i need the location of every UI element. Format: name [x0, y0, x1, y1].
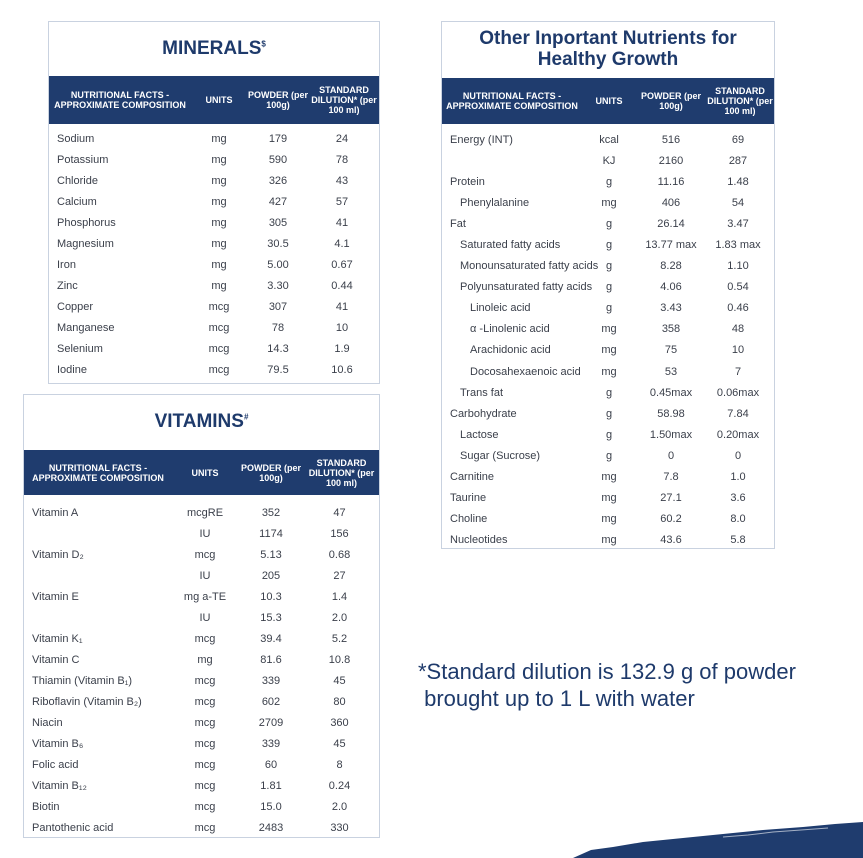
unit-cell: mg: [601, 513, 617, 526]
table-row: [442, 256, 774, 277]
table-row: [49, 338, 379, 359]
table-row: [49, 233, 379, 254]
table-row: [442, 340, 774, 361]
dilution-value: 1.0: [730, 471, 746, 484]
table-row: [24, 691, 379, 712]
nutrient-name: Vitamin K₁: [32, 632, 83, 645]
powder-value: 1174: [259, 527, 283, 540]
nutrient-name: Lactose: [460, 428, 499, 441]
nutrient-name: Sugar (Sucrose): [460, 449, 541, 462]
powder-value: 602: [261, 695, 281, 708]
dilution-value: 41: [335, 216, 349, 229]
nutrient-name: Vitamin C: [32, 653, 80, 666]
minerals-title-sup: $: [261, 39, 266, 49]
dilution-value: 10: [731, 344, 745, 357]
nutrient-name: Carnitine: [450, 471, 495, 484]
other-nutrients-table: [441, 21, 775, 549]
table-row: [442, 298, 774, 319]
nutrient-name: Manganese: [57, 321, 115, 334]
header-composition: NUTRITIONAL FACTS - APPROXIMATE COMPOSITION: [54, 90, 186, 110]
powder-value: 15.0: [260, 800, 282, 813]
powder-value: 4.06: [660, 281, 682, 294]
table-row: [49, 254, 379, 275]
nutrient-name: Folic acid: [32, 758, 79, 771]
header-units: UNITS: [205, 95, 233, 105]
unit-cell: g: [605, 386, 613, 399]
table-row: [442, 129, 774, 150]
unit-cell: mg: [211, 279, 227, 292]
powder-value: 179: [268, 132, 288, 145]
dilution-value: 69: [731, 133, 745, 146]
nutrient-name: α -Linolenic acid: [470, 323, 550, 336]
dilution-value: 47: [333, 506, 346, 519]
table-row: [49, 296, 379, 317]
dilution-value: 54: [731, 196, 745, 209]
powder-value: 358: [661, 323, 681, 336]
unit-cell: g: [605, 302, 613, 315]
dilution-value: 0.20max: [716, 428, 760, 441]
dilution-value: 1.83 max: [715, 239, 761, 252]
nutrient-name: Potassium: [57, 153, 109, 166]
powder-value: 2709: [258, 716, 284, 729]
powder-value: 326: [268, 174, 288, 187]
powder-value: 406: [661, 196, 681, 209]
dilution-value: 8: [336, 758, 343, 771]
table-row: [24, 586, 379, 607]
unit-cell: mg: [601, 365, 617, 378]
table-row: [442, 424, 774, 445]
unit-cell: IU: [199, 569, 211, 582]
table-row: [442, 509, 774, 530]
unit-cell: KJ: [602, 154, 616, 167]
dilution-value: 360: [330, 716, 349, 729]
table-row: [442, 382, 774, 403]
table-row: [442, 171, 774, 192]
table-row: [442, 192, 774, 213]
dilution-value: 8.0: [730, 513, 746, 526]
unit-cell: mg: [601, 196, 617, 209]
table-row: [24, 502, 379, 523]
nutrient-name: Riboflavin (Vitamin B₂): [32, 695, 142, 708]
nutrient-name: Phosphorus: [57, 216, 116, 229]
dilution-value: 1.4: [331, 590, 348, 603]
nutrient-name: Saturated fatty acids: [460, 239, 561, 252]
unit-cell: kcal: [599, 133, 619, 146]
dilution-value: 0: [734, 449, 742, 462]
table-row: [49, 149, 379, 170]
powder-value: 14.3: [267, 342, 289, 355]
nutrient-name: Monounsaturated fatty acids: [460, 260, 599, 273]
table-row: [24, 670, 379, 691]
table-row: [442, 530, 774, 551]
dilution-value: 156: [330, 527, 349, 540]
powder-value: 26.14: [657, 217, 685, 230]
nutrient-name: Vitamin B₆: [32, 737, 84, 750]
powder-value: 60: [264, 758, 278, 771]
dilution-value: 0.46: [727, 302, 749, 315]
powder-value: 339: [261, 674, 281, 687]
table-row: [49, 359, 379, 380]
dilution-value: 10.8: [328, 653, 351, 666]
other-nutrients-rows: [442, 124, 774, 551]
unit-cell: g: [605, 407, 613, 420]
nutrient-name: Sodium: [57, 132, 95, 145]
unit-cell: mcg: [194, 800, 216, 813]
table-row: [24, 565, 379, 586]
powder-value: 78: [271, 321, 285, 334]
other-nutrients-header: [442, 78, 774, 124]
powder-value: 11.16: [657, 175, 685, 188]
dilution-value: 2.0: [331, 800, 348, 813]
nutrient-name: Vitamin A: [32, 506, 79, 519]
dilution-value: 10.6: [331, 363, 353, 376]
nutrient-name: Fat: [450, 217, 466, 230]
unit-cell: mg: [601, 492, 617, 505]
table-row: [442, 234, 774, 255]
powder-value: 5.13: [260, 548, 282, 561]
dilution-value: 5.2: [331, 632, 348, 645]
dilution-value: 330: [330, 821, 349, 834]
unit-cell: mcg: [194, 716, 216, 729]
brush-stroke-decoration: [573, 820, 863, 858]
header-units: UNITS: [595, 96, 623, 106]
unit-cell: g: [605, 449, 613, 462]
powder-value: 13.77 max: [645, 239, 697, 252]
minerals-header: [49, 76, 379, 124]
header-dilution: STANDARD DILUTION* (per 100 ml): [308, 457, 375, 488]
powder-value: 590: [268, 153, 288, 166]
dilution-value: 0.24: [328, 779, 351, 792]
unit-cell: mg: [601, 471, 617, 484]
nutrient-name: Biotin: [32, 800, 60, 813]
powder-value: 516: [661, 133, 681, 146]
powder-value: 10.3: [260, 590, 282, 603]
unit-cell: mcg: [208, 321, 230, 334]
powder-value: 3.30: [267, 279, 289, 292]
unit-cell: mcg: [194, 695, 216, 708]
header-powder: POWDER (per 100g): [640, 91, 701, 111]
dilution-value: 5.8: [730, 534, 746, 547]
nutrient-name: Pantothenic acid: [32, 821, 114, 834]
powder-value: 58.98: [657, 407, 685, 420]
table-row: [24, 523, 379, 544]
nutrient-name: Protein: [450, 175, 485, 188]
powder-value: 3.43: [660, 302, 682, 315]
powder-value: 79.5: [267, 363, 289, 376]
table-row: [442, 488, 774, 509]
nutrient-name: Carbohydrate: [450, 407, 517, 420]
unit-cell: mg: [197, 653, 213, 666]
powder-value: 1.81: [260, 779, 282, 792]
table-row: [49, 191, 379, 212]
table-row: [442, 319, 774, 340]
nutrient-name: Energy (INT): [450, 133, 513, 146]
dilution-value: 45: [333, 737, 346, 750]
dilution-value: 43: [335, 174, 349, 187]
powder-value: 43.6: [660, 534, 682, 547]
unit-cell: g: [605, 428, 613, 441]
powder-value: 81.6: [260, 653, 282, 666]
nutrient-name: Thiamin (Vitamin B₁): [32, 674, 133, 687]
table-row: [442, 467, 774, 488]
unit-cell: mg: [211, 153, 227, 166]
header-dilution: STANDARD DILUTION* (per 100 ml): [311, 85, 377, 115]
powder-value: 8.28: [660, 260, 682, 273]
minerals-title: MINERALS$: [162, 38, 266, 59]
table-row: [442, 150, 774, 171]
nutrient-name: Polyunsaturated fatty acids: [460, 281, 593, 294]
powder-value: 427: [268, 195, 288, 208]
header-composition: NUTRITIONAL FACTS - APPROXIMATE COMPOSITION: [32, 462, 164, 483]
nutrient-name: Trans fat: [460, 386, 503, 399]
table-row: [442, 445, 774, 466]
nutrient-name: Taurine: [450, 492, 487, 505]
unit-cell: mcg: [194, 779, 216, 792]
powder-value: 2483: [258, 821, 284, 834]
dilution-value: 41: [335, 300, 349, 313]
vitamins-table: [23, 394, 380, 838]
nutrient-name: Vitamin D₂: [32, 548, 84, 561]
minerals-rows: [49, 124, 379, 380]
powder-value: 1.50max: [649, 428, 693, 441]
header-dilution: STANDARD DILUTION* (per 100 ml): [707, 86, 773, 116]
nutrient-name: Linoleic acid: [470, 302, 531, 315]
table-row: [442, 361, 774, 382]
unit-cell: mcg: [194, 632, 216, 645]
header-units: UNITS: [191, 467, 219, 478]
unit-cell: mcg: [208, 300, 230, 313]
standard-dilution-footnote: *Standard dilution is 132.9 g of powder brought up to 1 L with water: [418, 659, 796, 711]
unit-cell: mcg: [208, 342, 230, 355]
dilution-value: 0.54: [727, 281, 749, 294]
dilution-value: 1.10: [727, 260, 749, 273]
minerals-table: [48, 21, 380, 384]
table-row: [24, 817, 379, 838]
powder-value: 305: [268, 216, 288, 229]
nutrient-name: Copper: [57, 300, 94, 313]
dilution-value: 4.1: [334, 237, 350, 250]
vitamins-rows: [24, 495, 379, 838]
powder-value: 15.3: [260, 611, 282, 624]
nutrient-name: Choline: [450, 513, 488, 526]
nutrient-name: Magnesium: [57, 237, 114, 250]
nutrient-name: Selenium: [57, 342, 103, 355]
unit-cell: mcgRE: [186, 506, 224, 519]
dilution-value: 0.44: [331, 279, 353, 292]
other-nutrients-title: Other Inportant Nutrients for Healthy Growth: [479, 28, 737, 70]
nutrient-name: Arachidonic acid: [470, 344, 551, 357]
unit-cell: g: [605, 239, 613, 252]
powder-value: 60.2: [660, 513, 682, 526]
dilution-value: 27: [333, 569, 346, 582]
table-row: [24, 544, 379, 565]
table-row: [49, 128, 379, 149]
vitamins-title: VITAMINS#: [154, 411, 249, 432]
table-row: [442, 277, 774, 298]
table-row: [49, 275, 379, 296]
dilution-value: 57: [335, 195, 349, 208]
unit-cell: mcg: [208, 363, 230, 376]
powder-value: 0.45max: [649, 386, 693, 399]
unit-cell: g: [605, 281, 613, 294]
powder-value: 352: [261, 506, 281, 519]
vitamins-title-sup: #: [243, 412, 249, 422]
unit-cell: g: [605, 260, 613, 273]
dilution-value: 24: [335, 132, 349, 145]
header-composition: NUTRITIONAL FACTS - APPROXIMATE COMPOSITION: [446, 91, 578, 111]
unit-cell: mg: [211, 237, 227, 250]
nutrient-name: Vitamin B₁₂: [32, 779, 87, 792]
nutrient-name: Iron: [57, 258, 76, 271]
dilution-value: 7.84: [727, 407, 749, 420]
table-row: [24, 775, 379, 796]
unit-cell: g: [605, 217, 613, 230]
dilution-value: 287: [728, 154, 748, 167]
powder-value: 2160: [658, 154, 684, 167]
unit-cell: mg: [211, 174, 227, 187]
dilution-value: 1.9: [334, 342, 350, 355]
dilution-value: 7: [734, 365, 742, 378]
unit-cell: IU: [199, 611, 211, 624]
unit-cell: IU: [199, 527, 211, 540]
powder-value: 7.8: [663, 471, 679, 484]
dilution-value: 45: [333, 674, 346, 687]
dilution-value: 3.6: [730, 492, 746, 505]
nutrient-name: Nucleotides: [450, 534, 508, 547]
unit-cell: mg: [601, 534, 617, 547]
dilution-value: 3.47: [727, 217, 749, 230]
unit-cell: g: [605, 175, 613, 188]
dilution-value: 0.06max: [716, 386, 760, 399]
unit-cell: mcg: [194, 548, 216, 561]
table-row: [49, 170, 379, 191]
dilution-value: 80: [333, 695, 346, 708]
nutrient-name: Phenylalanine: [460, 196, 530, 209]
unit-cell: mcg: [194, 737, 216, 750]
unit-cell: mg: [601, 323, 617, 336]
table-row: [24, 754, 379, 775]
table-row: [24, 796, 379, 817]
powder-value: 0: [667, 449, 675, 462]
unit-cell: mg: [211, 216, 227, 229]
dilution-value: 1.48: [727, 175, 749, 188]
table-row: [442, 213, 774, 234]
unit-cell: mg: [211, 132, 227, 145]
unit-cell: mcg: [194, 758, 216, 771]
unit-cell: mg a-TE: [183, 590, 227, 603]
powder-value: 30.5: [267, 237, 289, 250]
powder-value: 5.00: [267, 258, 289, 271]
dilution-value: 10: [335, 321, 349, 334]
table-row: [24, 649, 379, 670]
table-row: [24, 628, 379, 649]
vitamins-header: [24, 450, 379, 495]
nutrient-name: Iodine: [57, 363, 87, 376]
nutrient-name: Chloride: [57, 174, 98, 187]
nutrient-name: Zinc: [57, 279, 78, 292]
powder-value: 53: [664, 365, 678, 378]
table-row: [24, 733, 379, 754]
header-powder: POWDER (per 100g): [247, 90, 308, 110]
dilution-value: 2.0: [331, 611, 348, 624]
nutrient-name: Docosahexaenoic acid: [470, 365, 581, 378]
table-row: [24, 712, 379, 733]
dilution-value: 0.67: [331, 258, 353, 271]
table-row: [49, 212, 379, 233]
table-row: [24, 607, 379, 628]
unit-cell: mg: [211, 195, 227, 208]
powder-value: 307: [268, 300, 288, 313]
powder-value: 75: [664, 344, 678, 357]
dilution-value: 78: [335, 153, 349, 166]
unit-cell: mg: [211, 258, 227, 271]
table-row: [442, 403, 774, 424]
powder-value: 27.1: [660, 492, 682, 505]
unit-cell: mcg: [194, 821, 216, 834]
table-row: [49, 317, 379, 338]
powder-value: 39.4: [260, 632, 282, 645]
unit-cell: mcg: [194, 674, 216, 687]
dilution-value: 48: [731, 323, 745, 336]
nutrient-name: Vitamin E: [32, 590, 79, 603]
dilution-value: 0.68: [328, 548, 351, 561]
powder-value: 205: [261, 569, 281, 582]
unit-cell: mg: [601, 344, 617, 357]
nutrient-name: Niacin: [32, 716, 63, 729]
nutrient-name: Calcium: [57, 195, 97, 208]
header-powder: POWDER (per 100g): [240, 462, 301, 483]
powder-value: 339: [261, 737, 281, 750]
